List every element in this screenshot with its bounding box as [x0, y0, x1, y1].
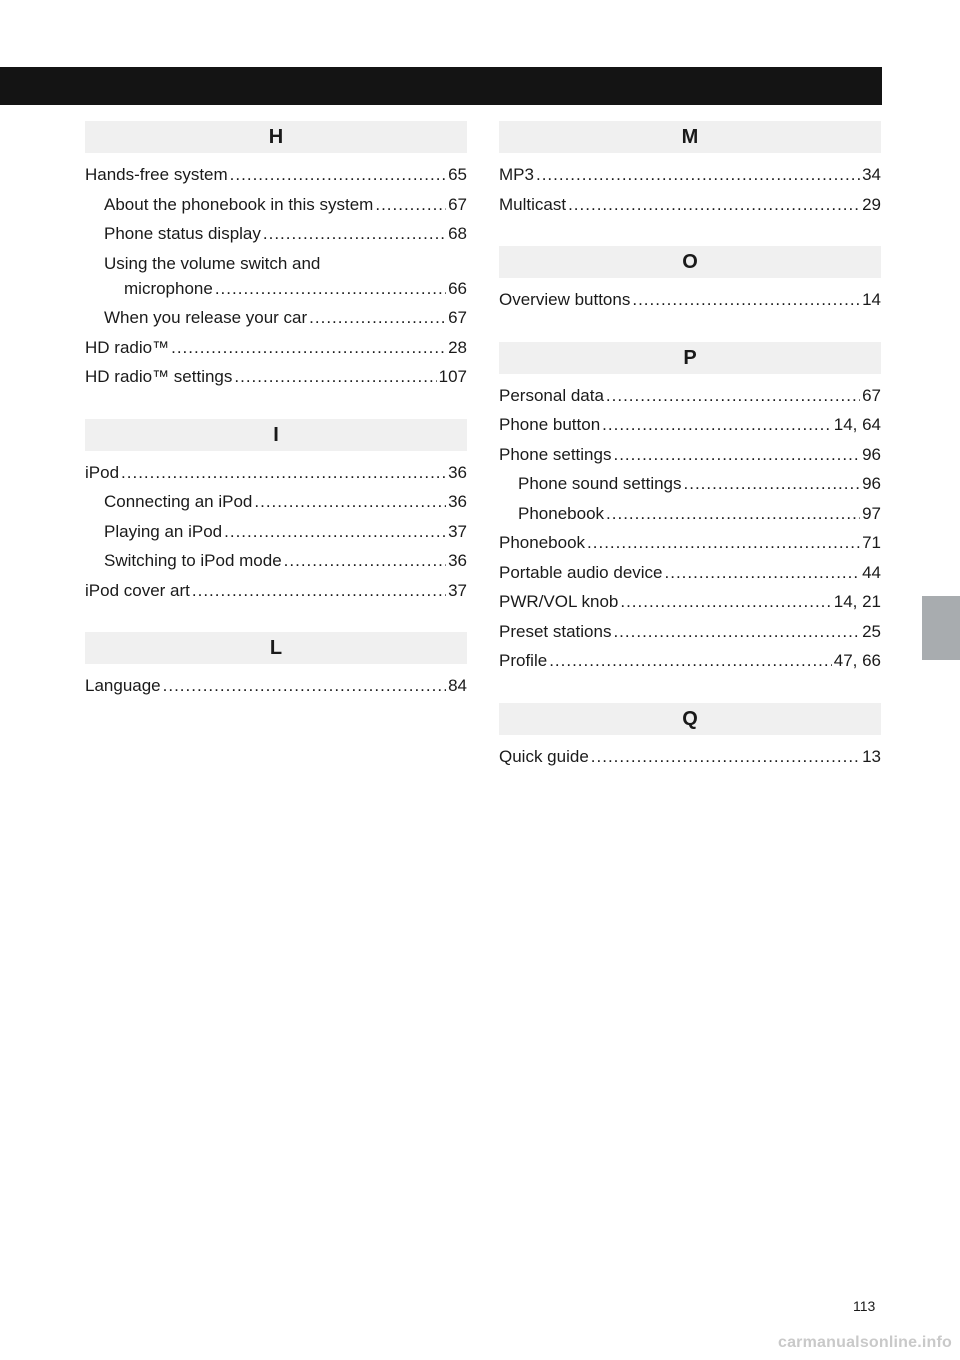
section-letter: O	[499, 246, 881, 278]
section-letter: I	[85, 419, 467, 451]
section-letter: P	[499, 342, 881, 374]
index-subentry[interactable]: About the phonebook in this system ..... 67	[85, 195, 467, 225]
index-entry[interactable]: Language ..... 84	[85, 676, 467, 706]
index-entry[interactable]: Phone settings ..... 96	[499, 445, 881, 475]
index-section-l	[85, 632, 467, 706]
index-subentry[interactable]: Phonebook ..... 97	[499, 504, 881, 534]
index-subentry[interactable]: Connecting an iPod ..... 36	[85, 492, 467, 522]
section-letter: Q	[499, 703, 881, 735]
index-entry[interactable]: Portable audio device ..... 44	[499, 563, 881, 593]
index-subentry[interactable]: Phone sound settings ..... 96	[499, 474, 881, 504]
index-section-m	[499, 121, 881, 224]
watermark: carmanualsonline.info	[777, 1334, 952, 1351]
header-bar	[0, 67, 882, 105]
index-entry[interactable]: Phone button ..... 14, 64	[499, 415, 881, 445]
index-entry[interactable]: HD radio™ ..... 28	[85, 338, 467, 368]
index-entry[interactable]: Hands-free system ..... 65	[85, 165, 467, 195]
index-entry[interactable]: MP3 ..... 34	[499, 165, 881, 195]
index-subentry-continuation[interactable]: microphone ..... 66	[85, 279, 467, 309]
index-subentry[interactable]: Switching to iPod mode ..... 36	[85, 551, 467, 581]
index-entry[interactable]: iPod ..... 36	[85, 463, 467, 493]
index-section-i	[85, 419, 467, 611]
index-section-h	[85, 121, 467, 397]
index-entry[interactable]: Personal data ..... 67	[499, 386, 881, 416]
index-subentry[interactable]: When you release your car ..... 67	[85, 308, 467, 338]
index-entry[interactable]: Preset stations ..... 25	[499, 622, 881, 652]
index-column-right	[499, 121, 881, 798]
index-entry[interactable]: Multicast ..... 29	[499, 195, 881, 225]
index-entry[interactable]: Quick guide ..... 13	[499, 747, 881, 777]
index-subentry[interactable]: Using the volume switch and	[104, 253, 321, 273]
index-section-q	[499, 703, 881, 777]
section-letter: L	[85, 632, 467, 664]
section-letter: M	[499, 121, 881, 153]
index-entry[interactable]: HD radio™ settings ..... 107	[85, 367, 467, 397]
index-subentry[interactable]: Phone status display ..... 68	[85, 224, 467, 254]
section-letter: H	[85, 121, 467, 153]
index-entry[interactable]: Overview buttons ..... 14	[499, 290, 881, 320]
index-side-tab	[922, 596, 960, 660]
index-entry[interactable]: Profile ..... 47, 66	[499, 651, 881, 681]
index-section-o	[499, 246, 881, 320]
index-subentry[interactable]: Playing an iPod ..... 37	[85, 522, 467, 552]
index-section-p	[499, 342, 881, 681]
page-number: 113	[853, 1298, 876, 1314]
index-entry[interactable]: PWR/VOL knob ..... 14, 21	[499, 592, 881, 622]
index-column-left	[85, 121, 467, 728]
index-entry[interactable]: iPod cover art ..... 37	[85, 581, 467, 611]
index-entry[interactable]: Phonebook ..... 71	[499, 533, 881, 563]
